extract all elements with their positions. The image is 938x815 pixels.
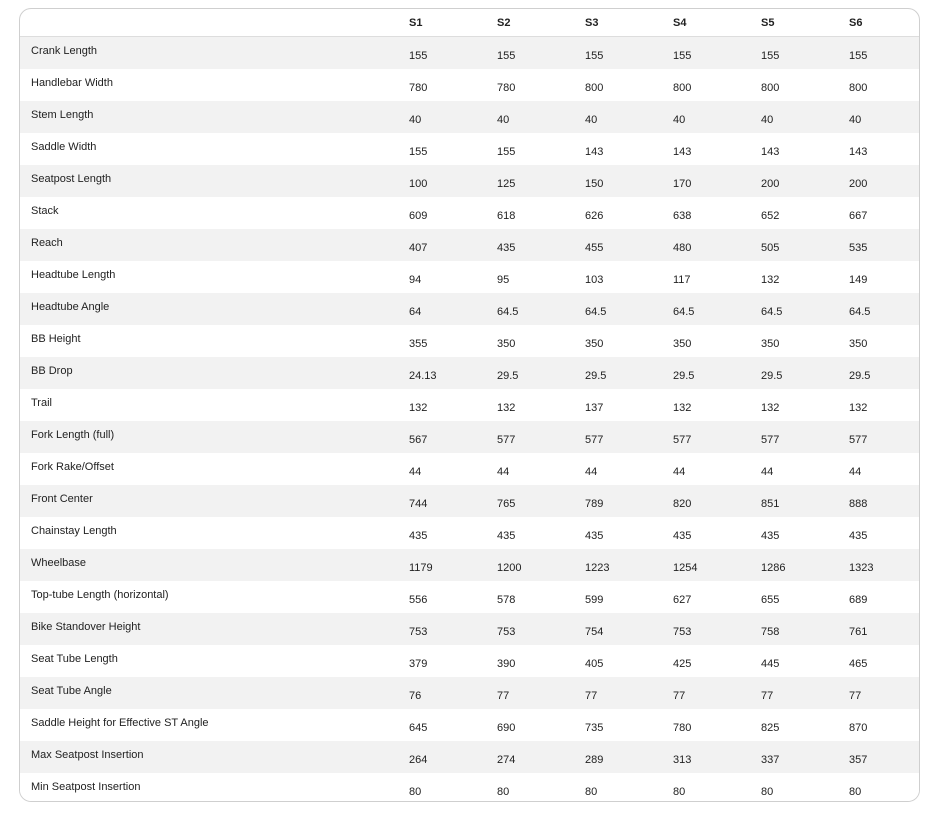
table-row [20,549,919,581]
row-value: 789 [585,498,604,510]
row-value: 80 [761,786,774,798]
table-row [20,677,919,709]
row-value: 825 [761,722,780,734]
row-value: 505 [761,242,780,254]
row-value: 753 [497,626,516,638]
row-value: 29.5 [761,370,783,382]
row-value: 155 [761,50,780,62]
table-row [20,293,919,325]
row-value: 155 [409,146,428,158]
table-row [20,453,919,485]
row-value: 465 [849,658,868,670]
row-value: 155 [497,50,516,62]
row-value: 77 [497,690,510,702]
row-value: 609 [409,210,428,222]
row-value: 567 [409,434,428,446]
table-body [20,37,919,803]
row-label: Saddle Width [31,141,97,153]
header-cell-size: S4 [661,9,749,37]
table-row [20,389,919,421]
row-value: 80 [585,786,598,798]
row-label: Fork Length (full) [31,429,115,441]
row-value: 645 [409,722,428,734]
row-value: 1200 [497,562,522,574]
row-label: Max Seatpost Insertion [31,749,144,761]
row-value: 143 [585,146,604,158]
table-row [20,133,919,165]
row-value: 765 [497,498,516,510]
row-value: 1254 [673,562,698,574]
row-value: 132 [849,402,868,414]
row-value: 40 [497,114,510,126]
row-value: 29.5 [849,370,871,382]
table-row [20,709,919,741]
row-value: 690 [497,722,516,734]
header-cell-size: S6 [837,9,919,37]
row-value: 435 [673,530,692,542]
row-value: 480 [673,242,692,254]
row-value: 125 [497,178,516,190]
row-value: 132 [761,402,780,414]
row-label: Headtube Angle [31,301,110,313]
table-row [20,773,919,802]
row-value: 800 [849,82,868,94]
row-value: 350 [849,338,868,350]
row-value: 350 [497,338,516,350]
row-label: Seat Tube Length [31,653,118,665]
row-value: 800 [761,82,780,94]
row-value: 753 [673,626,692,638]
row-value: 103 [585,274,604,286]
row-value: 851 [761,498,780,510]
table-row [20,101,919,133]
row-label: Stack [31,205,59,217]
row-value: 350 [761,338,780,350]
row-value: 578 [497,594,516,606]
table-row [20,741,919,773]
row-value: 155 [409,50,428,62]
header-cell-size: S5 [749,9,837,37]
table-row [20,325,919,357]
table-row [20,485,919,517]
row-value: 44 [673,466,686,478]
row-value: 535 [849,242,868,254]
row-label: Reach [31,237,63,249]
row-label: Wheelbase [31,557,87,569]
row-value: 407 [409,242,428,254]
row-value: 355 [409,338,428,350]
row-value: 44 [497,466,510,478]
table-row [20,421,919,453]
row-label: Min Seatpost Insertion [31,781,141,793]
row-label: Saddle Height for Effective ST Angle [31,717,209,729]
row-value: 780 [673,722,692,734]
row-value: 132 [673,402,692,414]
row-value: 150 [585,178,604,190]
row-value: 155 [585,50,604,62]
row-label: Headtube Length [31,269,116,281]
row-value: 200 [761,178,780,190]
row-value: 143 [673,146,692,158]
row-value: 1179 [409,562,433,574]
row-value: 405 [585,658,604,670]
row-value: 289 [585,754,604,766]
row-value: 626 [585,210,604,222]
row-value: 264 [409,754,428,766]
table-row [20,613,919,645]
row-value: 350 [585,338,604,350]
row-value: 435 [585,530,604,542]
row-value: 64 [409,306,422,318]
row-value: 155 [673,50,692,62]
row-value: 64.5 [761,306,783,318]
row-value: 132 [409,402,428,414]
row-value: 149 [849,274,868,286]
header-cell-label [20,9,397,37]
row-value: 40 [409,114,422,126]
row-value: 627 [673,594,692,606]
table-row [20,645,919,677]
row-value: 435 [497,242,516,254]
row-value: 780 [497,82,516,94]
row-label: Stem Length [31,109,94,121]
row-value: 132 [761,274,780,286]
row-value: 313 [673,754,692,766]
header-row [20,9,919,37]
row-value: 753 [409,626,428,638]
row-value: 1286 [761,562,786,574]
header-cell-size: S1 [397,9,485,37]
table-row [20,261,919,293]
row-label: Trail [31,397,52,409]
row-value: 577 [673,434,692,446]
row-value: 425 [673,658,692,670]
row-value: 29.5 [497,370,519,382]
row-value: 64.5 [849,306,871,318]
table-row [20,37,919,70]
row-value: 29.5 [673,370,695,382]
row-value: 652 [761,210,780,222]
row-value: 44 [409,466,422,478]
row-value: 40 [849,114,862,126]
row-value: 40 [673,114,686,126]
row-value: 820 [673,498,692,510]
row-value: 80 [497,786,510,798]
table-row [20,165,919,197]
row-value: 80 [409,786,422,798]
row-value: 77 [849,690,862,702]
row-value: 77 [761,690,774,702]
row-value: 337 [761,754,780,766]
row-label: Seat Tube Angle [31,685,112,697]
row-value: 77 [585,690,598,702]
row-value: 577 [761,434,780,446]
row-value: 735 [585,722,604,734]
table-row [20,517,919,549]
row-value: 689 [849,594,868,606]
row-value: 357 [849,754,868,766]
row-value: 143 [849,146,868,158]
row-value: 445 [761,658,780,670]
table-row [20,357,919,389]
row-value: 44 [761,466,774,478]
row-value: 44 [585,466,598,478]
table-row [20,229,919,261]
row-value: 1323 [849,562,874,574]
row-value: 132 [497,402,516,414]
row-value: 655 [761,594,780,606]
row-label: Seatpost Length [31,173,112,185]
table-row [20,581,919,613]
row-value: 200 [849,178,868,190]
geometry-table-container [19,8,920,802]
row-label: Fork Rake/Offset [31,461,114,473]
row-value: 780 [409,82,428,94]
row-value: 435 [761,530,780,542]
row-value: 638 [673,210,692,222]
row-value: 577 [585,434,604,446]
row-value: 435 [497,530,516,542]
row-value: 379 [409,658,428,670]
header-cell-size: S3 [573,9,661,37]
row-label: Handlebar Width [31,77,113,89]
row-label: Crank Length [31,45,98,57]
row-value: 870 [849,722,868,734]
row-value: 95 [497,274,510,286]
row-value: 754 [585,626,604,638]
row-label: Chainstay Length [31,525,117,537]
table-row [20,69,919,101]
row-label: Bike Standover Height [31,621,141,633]
row-value: 618 [497,210,516,222]
row-label: Front Center [31,493,93,505]
row-value: 80 [673,786,686,798]
row-value: 64.5 [497,306,519,318]
row-label: Top-tube Length (horizontal) [31,589,169,601]
row-value: 350 [673,338,692,350]
row-value: 577 [497,434,516,446]
row-value: 599 [585,594,604,606]
row-value: 455 [585,242,604,254]
row-value: 758 [761,626,780,638]
row-value: 556 [409,594,428,606]
row-value: 170 [673,178,692,190]
row-value: 435 [409,530,428,542]
row-value: 80 [849,786,862,798]
row-value: 40 [761,114,774,126]
table-header [20,9,919,37]
table-row [20,197,919,229]
row-value: 390 [497,658,516,670]
row-value: 744 [409,498,428,510]
row-value: 77 [673,690,686,702]
row-value: 155 [849,50,868,62]
row-value: 888 [849,498,868,510]
row-value: 64.5 [585,306,607,318]
row-value: 76 [409,690,422,702]
geometry-table [20,9,919,802]
row-value: 667 [849,210,868,222]
row-value: 155 [497,146,516,158]
row-value: 1223 [585,562,610,574]
row-value: 40 [585,114,598,126]
row-value: 143 [761,146,780,158]
row-value: 100 [409,178,428,190]
row-value: 44 [849,466,862,478]
row-value: 24.13 [409,370,437,382]
row-value: 761 [849,626,868,638]
row-label: BB Height [31,333,81,345]
row-label: BB Drop [31,365,73,377]
row-value: 117 [673,274,691,286]
row-value: 29.5 [585,370,607,382]
header-cell-size: S2 [485,9,573,37]
row-value: 64.5 [673,306,695,318]
row-value: 137 [585,402,604,414]
row-value: 577 [849,434,868,446]
row-value: 94 [409,274,422,286]
row-value: 435 [849,530,868,542]
row-value: 274 [497,754,516,766]
row-value: 800 [585,82,604,94]
row-value: 800 [673,82,692,94]
